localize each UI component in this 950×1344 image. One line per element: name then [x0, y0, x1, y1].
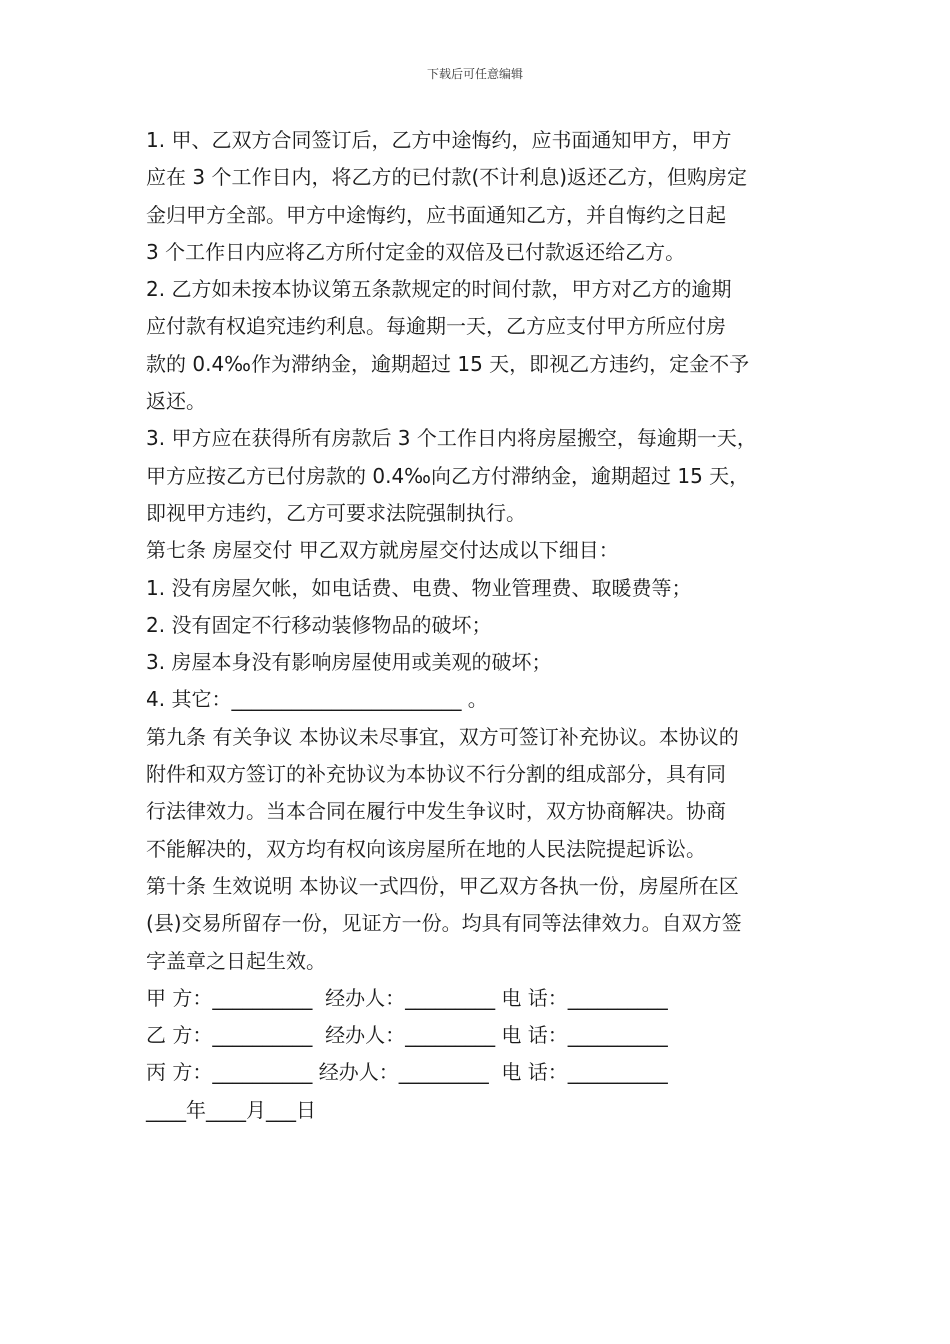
text-line: 不能解决的，双方均有权向该房屋所在地的人民法院提起诉讼。 [146, 836, 706, 861]
text-line: 1. 没有房屋欠帐，如电话费、电费、物业管理费、取暖费等； [146, 575, 692, 600]
article-7-item-4 [146, 681, 811, 718]
text-line: 款的 0.4‰作为滞纳金，逾期超过 15 天，即视乙方违约，定金不予 [146, 351, 750, 376]
text-line: 返还。 [146, 389, 206, 414]
text-line: 字盖章之日起生效。 [146, 948, 326, 973]
text-line: 甲方应按乙方已付房款的 0.4‰向乙方付滞纳金，逾期超过 15 天， [146, 463, 750, 488]
article-9 [146, 719, 811, 868]
signature-line-party-a: 甲 方：__________ 经办人：_________ 电 话：__________ [146, 985, 668, 1010]
text-line: 3. 甲方应在获得所有房款后 3 个工作日内将房屋搬空，每逾期一天， [146, 426, 757, 451]
text-line: 4. 其它：_______________________ 。 [146, 687, 488, 712]
text-line: 应付款有权追究违约利息。每逾期一天，乙方应支付甲方所应付房 [146, 314, 726, 339]
article-7-item-3 [146, 644, 811, 681]
clause-3 [146, 420, 811, 532]
document-body [146, 122, 811, 1129]
text-line: 2. 乙方如未按本协议第五条款规定的时间付款，甲方对乙方的逾期 [146, 277, 732, 302]
text-line: (县)交易所留存一份，见证方一份。均具有同等法律效力。自双方签 [146, 911, 742, 936]
text-line: 应在 3 个工作日内，将乙方的已付款(不计利息)返还乙方，但购房定 [146, 165, 748, 190]
text-line: 3 个工作日内应将乙方所付定金的双倍及已付款返还给乙方。 [146, 239, 686, 264]
text-line: 第九条 有关争议 本协议未尽事宜，双方可签订补充协议。本协议的 [146, 724, 739, 749]
clause-1 [146, 122, 811, 271]
text-line: 行法律效力。当本合同在履行中发生争议时，双方协商解决。协商 [146, 799, 726, 824]
header-note: 下载后可任意编辑 [426, 67, 523, 81]
article-10 [146, 868, 811, 980]
signature-line-party-c: 丙 方：__________ 经办人：_________ 电 话：__________ [146, 1060, 668, 1085]
signature-block [146, 980, 811, 1129]
text-line: 2. 没有固定不行移动装修物品的破坏； [146, 612, 492, 637]
text-line: 金归甲方全部。甲方中途悔约，应书面通知乙方，并自悔约之日起 [146, 202, 726, 227]
article-7-title [146, 532, 811, 569]
text-line: 1. 甲、乙双方合同签订后，乙方中途悔约，应书面通知甲方，甲方 [146, 128, 732, 152]
article-7-item-2 [146, 607, 811, 644]
text-line: 第十条 生效说明 本协议一式四份，甲乙双方各执一份，房屋所在区 [146, 873, 739, 898]
text-line: 3. 房屋本身没有影响房屋使用或美观的破坏； [146, 650, 552, 675]
signature-line-party-b: 乙 方：__________ 经办人：_________ 电 话：__________ [146, 1023, 668, 1048]
text-line: 附件和双方签订的补充协议为本协议不行分割的组成部分，具有同 [146, 762, 726, 787]
text-line: 第七条 房屋交付 甲乙双方就房屋交付达成以下细目： [146, 538, 619, 563]
date-line: ____年____月___日 [146, 1097, 316, 1122]
clause-2 [146, 271, 811, 420]
article-7-item-1 [146, 570, 811, 607]
text-line: 即视甲方违约，乙方可要求法院强制执行。 [146, 500, 526, 525]
